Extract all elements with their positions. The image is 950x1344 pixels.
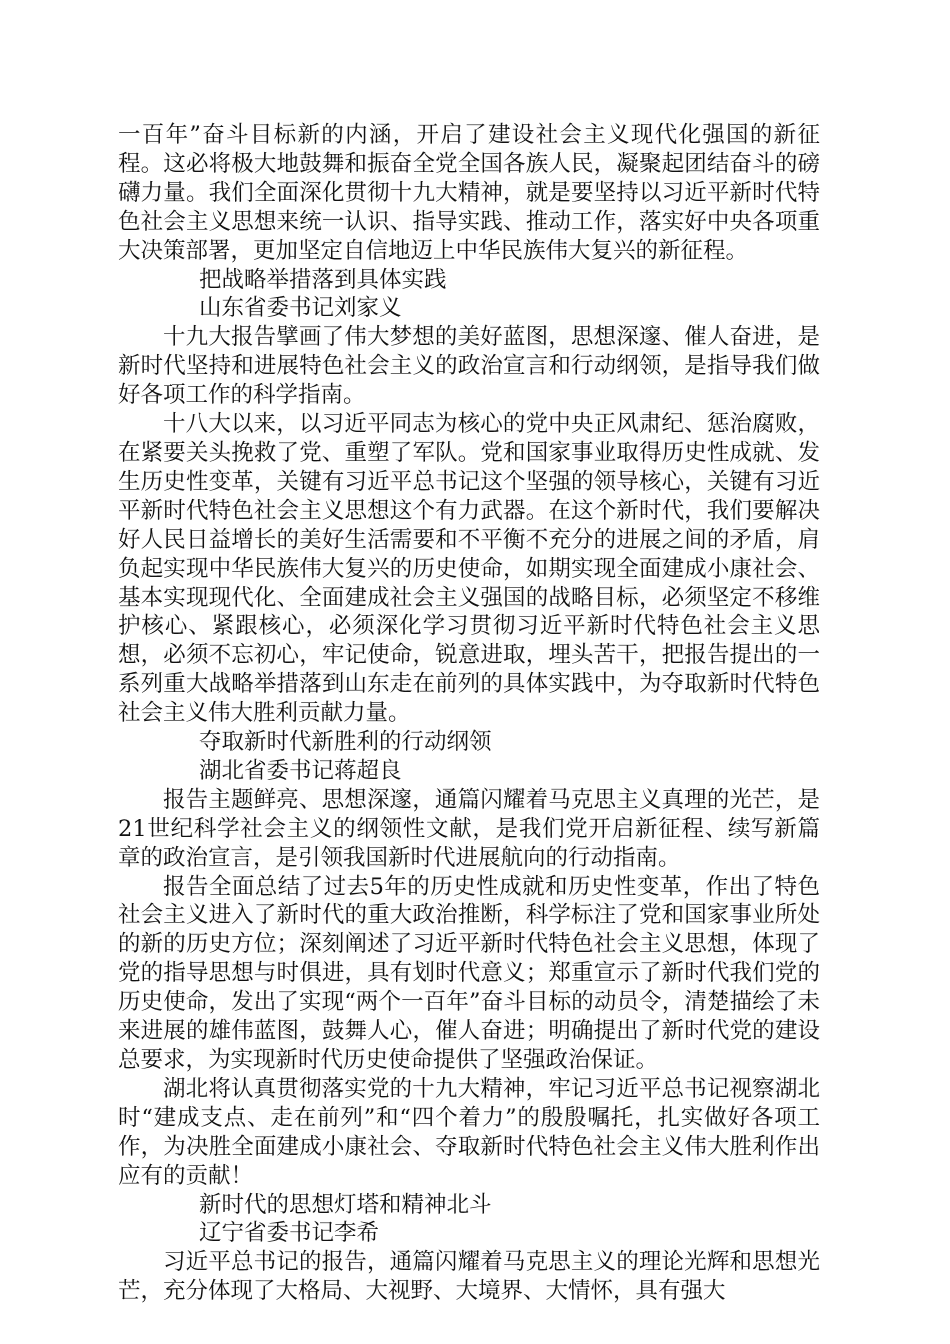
paragraph: 习近平总书记的报告，通篇闪耀着马克思主义的理论光辉和思想光芒，充分体现了大格局、大视野、大境界、大情怀，具有强大 bbox=[118, 1249, 820, 1305]
section-title: 夺取新时代新胜利的行动纲领 bbox=[199, 729, 492, 756]
author-line: 山东省委书记刘家义 bbox=[199, 295, 402, 322]
paragraph: 十九大报告擘画了伟大梦想的美好蓝图，思想深邃、催人奋进，是新时代坚持和进展特色社会主义的政治宣言和行动纲领，是指导我们做好各项工作的科学指南。 bbox=[118, 324, 820, 409]
author-line: 辽宁省委书记李希 bbox=[199, 1220, 380, 1247]
paragraph: 湖北将认真贯彻落实党的十九大精神，牢记习近平总书记视察湖北时“建成支点、走在前列”和“四个着力”的殷殷嘱托，扎实做好各项工作，为决胜全面建成小康社会、夺取新时代特色社会主义伟大胜利作出应有的贡献！ bbox=[118, 1075, 820, 1189]
paragraph-continuation: 一百年”奋斗目标新的内涵，开启了建设社会主义现代化强国的新征程。这必将极大地鼓舞和振奋全党全国各族人民，凝聚起团结奋斗的磅礴力量。我们全面深化贯彻十九大精神，就是要坚持以习近平新时代特色社会主义思想来统一认识、指导实践、推动工作，落实好中央各项重大决策部署，更加坚定自信地迈上中华民族伟大复兴的新征程。 bbox=[118, 122, 820, 264]
paragraph: 报告主题鲜亮、思想深邃，通篇闪耀着马克思主义真理的光芒，是21世纪科学社会主义的纲领性文献，是我们党开启新征程、续写新篇章的政治宣言，是引领我国新时代进展航向的行动指南。 bbox=[118, 786, 820, 871]
author-line: 湖北省委书记蒋超良 bbox=[199, 757, 402, 784]
document-body bbox=[118, 121, 820, 1306]
paragraph: 报告全面总结了过去5年的历史性成就和历史性变革，作出了特色社会主义进入了新时代的重大政治推断，科学标注了党和国家事业所处的新的历史方位；深刻阐述了习近平新时代特色社会主义思想，体现了党的指导思想与时俱进，具有划时代意义；郑重宣示了新时代我们党的历史使命，发出了实现“两个一百年”奋斗目标的动员令，清楚描绘了未来进展的雄伟蓝图，鼓舞人心，催人奋进；明确提出了新时代党的建设总要求，为实现新时代历史使命提供了坚强政治保证。 bbox=[118, 873, 820, 1073]
section-title: 把战略举措落到具体实践 bbox=[199, 266, 447, 293]
section-title: 新时代的思想灯塔和精神北斗 bbox=[199, 1191, 492, 1218]
paragraph: 十八大以来，以习近平同志为核心的党中央正风肃纪、惩治腐败，在紧要关头挽救了党、重塑了军队。党和国家事业取得历史性成就、发生历史性变革，关键有习近平总书记这个坚强的领导核心，关键有习近平新时代特色社会主义思想这个有力武器。在这个新时代，我们要解决好人民日益增长的美好生活需要和不平衡不充分的进展之间的矛盾，肩负起实现中华民族伟大复兴的历史使命，如期实现全面建成小康社会、基本实现现代化、全面建成社会主义强国的战略目标，必须坚定不移维护核心、紧跟核心，必须深化学习贯彻习近平新时代特色社会主义思想，必须不忘初心，牢记使命，锐意进取，埋头苦干，把报告提出的一系列重大战略举措落到山东走在前列的具体实践中，为夺取新时代特色社会主义伟大胜利贡献力量。 bbox=[118, 411, 820, 727]
